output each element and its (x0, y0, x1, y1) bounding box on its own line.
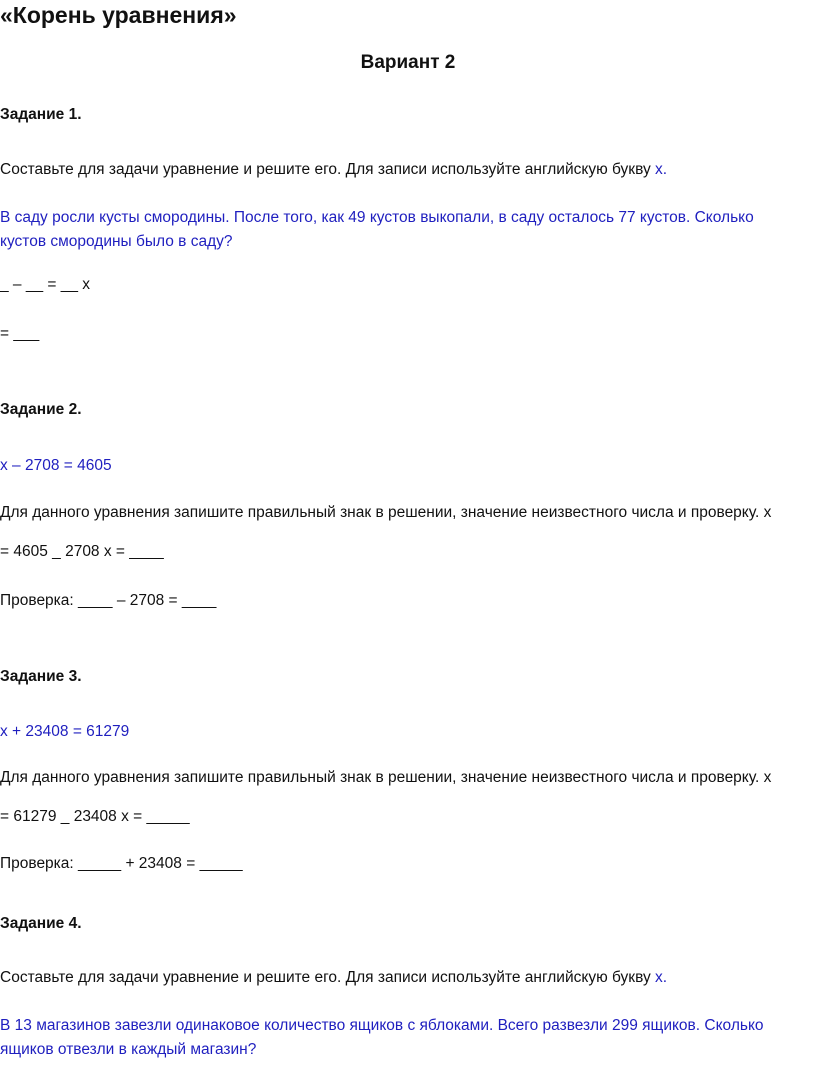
task4-instruction-text: Составьте для задачи уравнение и решите его. Для записи используйте английскую букву (0, 969, 656, 986)
task2-solution-line: = 4605 _ 2708 х = ____ (0, 543, 164, 560)
task3-equation: х + 23408 = 61279 (0, 723, 130, 740)
task1-heading: Задание 1. (0, 106, 82, 123)
task1-instruction (0, 161, 667, 179)
task4-heading: Задание 4. (0, 915, 82, 932)
task2-equation: х – 2708 = 4605 (0, 457, 112, 474)
task3-heading: Задание 3. (0, 668, 82, 685)
task1-problem: В саду росли кусты смородины. После того, как 49 кустов выкопали, в саду осталось 77 кустов. Сколько кустов смородины было в саду? (0, 209, 754, 250)
task4-instruction (0, 969, 667, 987)
task1-blank-equation: _ – __ = __ х (0, 276, 91, 293)
task2-heading: Задание 2. (0, 401, 82, 418)
task3-solution-line: = 61279 _ 23408 х = _____ (0, 808, 190, 825)
task1-instruction-letter: х. (655, 161, 668, 178)
task3-check-line: Проверка: _____ + 23408 = _____ (0, 855, 243, 872)
task4-instruction-letter: х. (655, 969, 668, 986)
task3-instruction: Для данного уравнения запишите правильный знак в решении, значение неизвестного числа и проверку. х (0, 769, 772, 786)
task2-check-line: Проверка: ____ – 2708 = ____ (0, 592, 217, 609)
variant-heading: Вариант 2 (360, 52, 456, 73)
task2-instruction: Для данного уравнения запишите правильный знак в решении, значение неизвестного числа и проверку. х (0, 504, 772, 521)
task1-instruction-text: Составьте для задачи уравнение и решите его. Для записи используйте английскую букву (0, 161, 656, 178)
task1-blank-answer: = ___ (0, 325, 40, 342)
task4-problem: В 13 магазинов завезли одинаковое количество ящиков с яблоками. Всего развезли 299 ящиков. Сколько ящиков отвезли в каждый магазин? (0, 1017, 764, 1058)
document-title: «Корень уравнения» (0, 2, 237, 28)
